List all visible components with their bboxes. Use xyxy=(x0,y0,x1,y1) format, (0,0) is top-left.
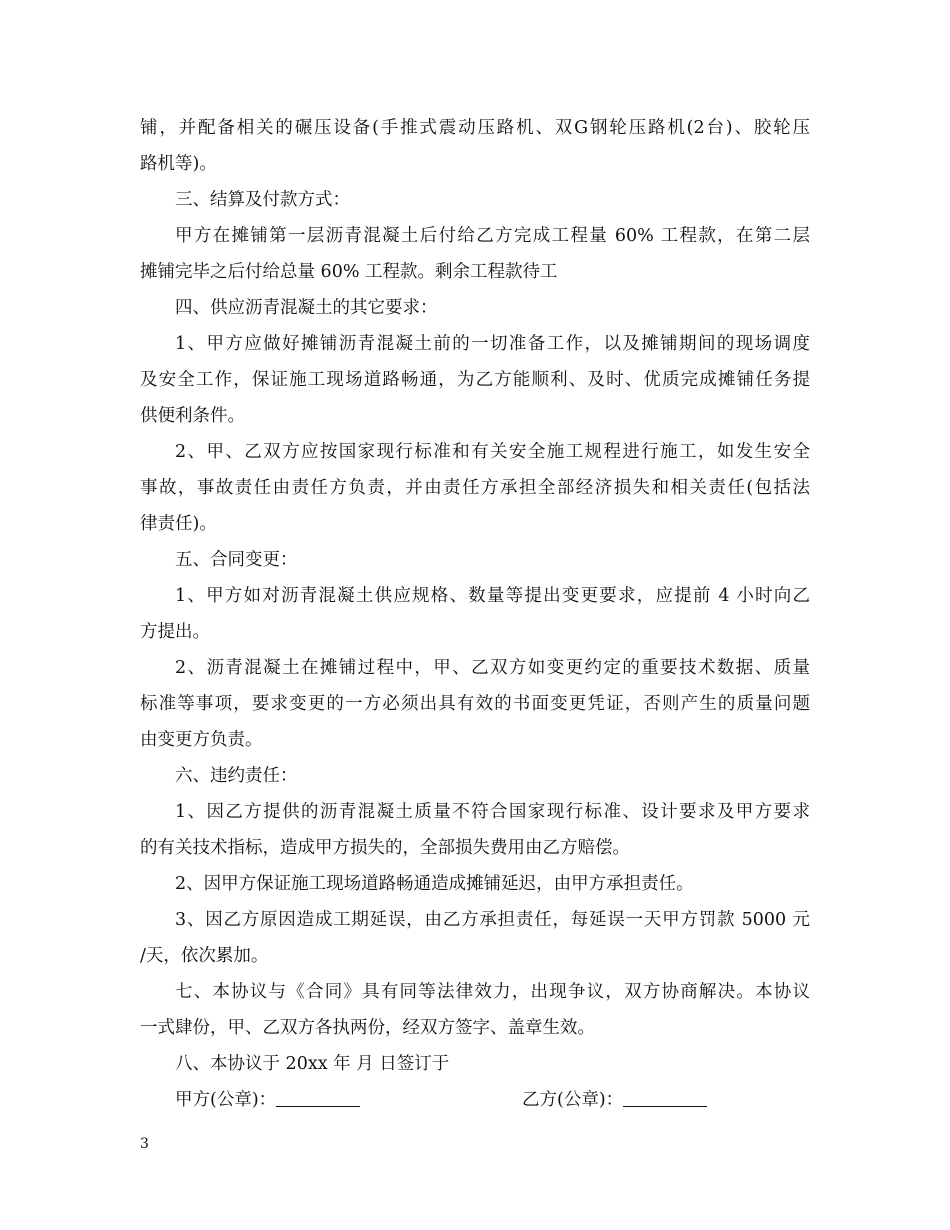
text-line: 2、甲、乙双方应按国家现行标准和有关安全施工规程进行施工，如发生安全 xyxy=(175,442,810,462)
page-number: 3 xyxy=(140,1136,149,1152)
text-line: 供便利条件。 xyxy=(140,406,245,426)
text-line: 2、因甲方保证施工现场道路畅通造成摊铺延迟，由甲方承担责任。 xyxy=(175,874,694,894)
text-line: /天，依次累加。 xyxy=(140,946,269,966)
text-line: 甲方在摊铺第一层沥青混凝土后付给乙方完成工程量 60% 工程款，在第二层 xyxy=(175,226,810,246)
text-line: 1、甲方如对沥青混凝土供应规格、数量等提出变更要求，应提前 4 小时向乙 xyxy=(175,586,810,606)
party-a-signature-blank xyxy=(276,1088,360,1107)
text-line: 1、因乙方提供的沥青混凝土质量不符合国家现行标准、设计要求及甲方要求 xyxy=(175,802,810,822)
text-line: 律责任)。 xyxy=(140,514,217,534)
text-line: 七、本协议与《合同》具有同等法律效力，出现争议，双方协商解决。本协议 xyxy=(175,982,810,1002)
text-line: 事故，事故责任由责任方负责，并由责任方承担全部经济损失和相关责任(包括法 xyxy=(140,478,810,498)
text-line: 由变更方负责。 xyxy=(140,730,263,750)
text-line: 及安全工作，保证施工现场道路畅通，为乙方能顺利、及时、优质完成摊铺任务提 xyxy=(140,370,810,390)
party-b-signature-blank xyxy=(623,1088,707,1107)
text-line: 八、本协议于 20xx 年 月 日签订于 xyxy=(175,1054,450,1074)
party-b-label: 乙方(公章)： xyxy=(522,1090,624,1110)
party-a-label: 甲方(公章)： xyxy=(175,1090,277,1110)
text-line: 2、沥青混凝土在摊铺过程中，甲、乙双方如变更约定的重要技术数据、质量 xyxy=(175,658,810,678)
section-heading: 三、结算及付款方式： xyxy=(175,190,350,210)
text-line: 一式肆份，甲、乙双方各执两份，经双方签字、盖章生效。 xyxy=(140,1018,595,1038)
text-line: 标准等事项，要求变更的一方必须出具有效的书面变更凭证，否则产生的质量问题 xyxy=(140,694,810,714)
section-heading: 四、供应沥青混凝土的其它要求： xyxy=(175,298,438,318)
text-line: 路机等)。 xyxy=(140,154,217,174)
text-line: 1、甲方应做好摊铺沥青混凝土前的一切准备工作，以及摊铺期间的现场调度 xyxy=(175,334,810,354)
text-line: 的有关技术指标，造成甲方损失的，全部损失费用由乙方赔偿。 xyxy=(140,838,630,858)
party-b-signature xyxy=(522,1088,707,1112)
text-line: 摊铺完毕之后付给总量 60% 工程款。剩余工程款待工 xyxy=(140,262,558,282)
text-line: 方提出。 xyxy=(140,622,210,642)
text-line: 铺，并配备相关的碾压设备(手推式震动压路机、双G钢轮压路机(2台)、胶轮压 xyxy=(140,118,810,138)
section-heading: 六、违约责任： xyxy=(175,766,298,786)
text-line: 3、因乙方原因造成工期延误，由乙方承担责任，每延误一天甲方罚款 5000 元 xyxy=(175,910,810,930)
party-a-signature xyxy=(175,1088,360,1112)
section-heading: 五、合同变更： xyxy=(175,550,298,570)
